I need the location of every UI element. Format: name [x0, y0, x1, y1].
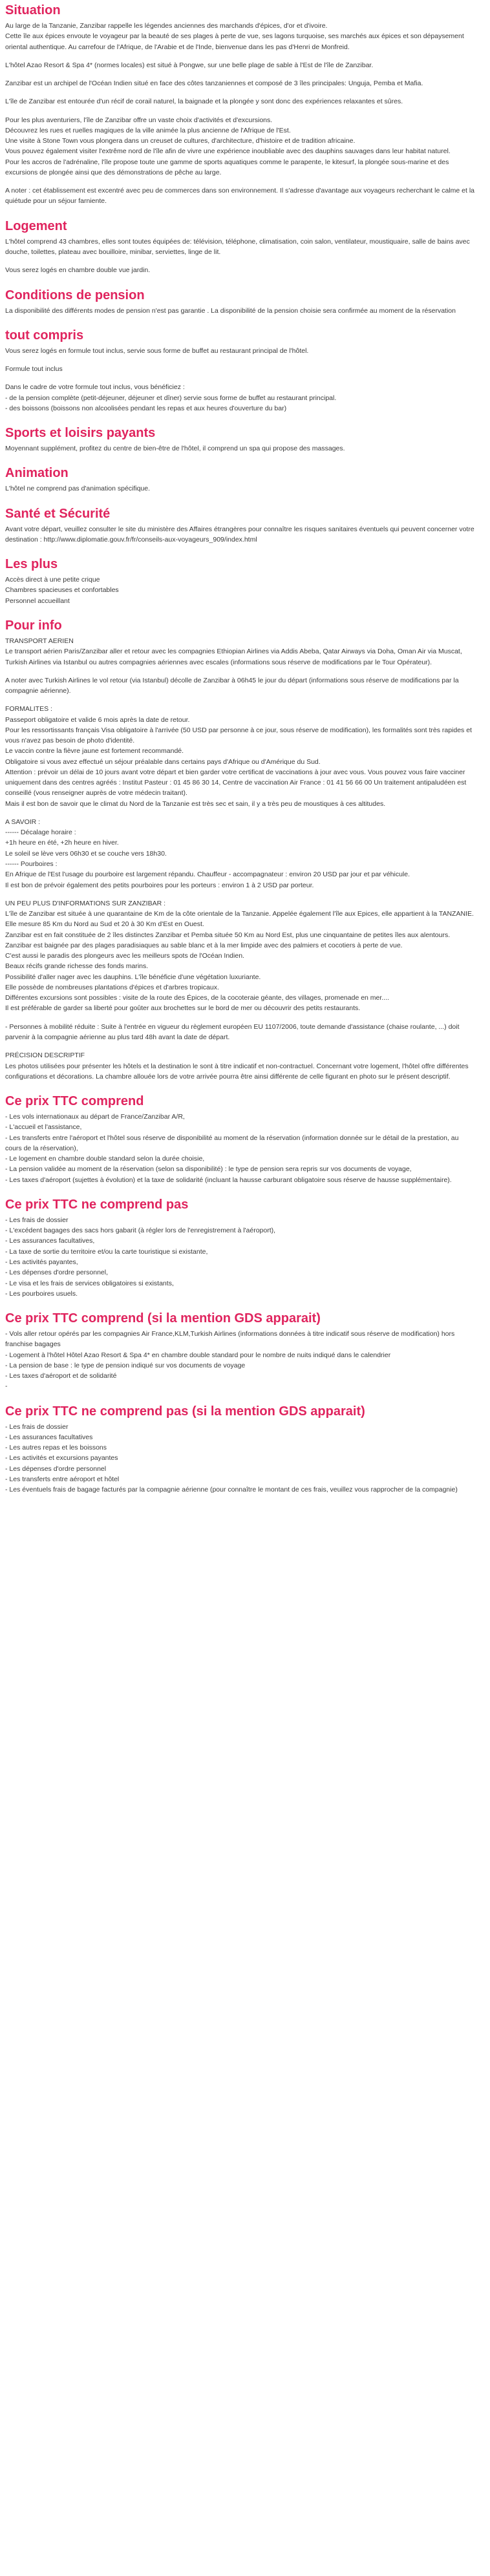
paragraph-spacer — [5, 52, 474, 60]
body-text-line: - L'excédent bagages des sacs hors gabarit (à régler lors de l'enregistrement à l'aéroport), — [5, 1227, 276, 1235]
body-text-line: - de la pension complète (petit-déjeuner, déjeuner et dîner) servie sous forme de buffet au restaurant principal. — [5, 394, 337, 402]
body-text-line: Dans le cadre de votre formule tout inclus, vous bénéficiez : — [5, 383, 185, 392]
body-text-line: Il est préférable de garder sa liberté pour goûter aux brochettes sur le bord de mer ou découvrir des petits restaurants. — [5, 1004, 361, 1013]
body-text-line: - Les taxes d'aéroport (sujettes à évolution) et la taxe de solidarité (incluant la hausse carburant obligatoire sous réserve de hausse supplémentaire). — [5, 1176, 452, 1184]
section-title: Logement — [5, 218, 67, 233]
section-title: Pour info — [5, 618, 62, 633]
body-text-line: - Les assurances facultatives — [5, 1433, 93, 1441]
body-text-line: - La pension validée au moment de la réservation (selon sa disponibilité) : le type de pension sera repris sur vos documents de voyage, — [5, 1165, 412, 1174]
section-title: Situation — [5, 3, 61, 17]
body-text-line: Formule tout inclus — [5, 365, 63, 374]
section-title: Ce prix TTC comprend (si la mention GDS apparait) — [5, 1311, 321, 1326]
body-text-line: - Les dépenses d'ordre personnel, — [5, 1269, 109, 1277]
section-title: Santé et Sécurité — [5, 506, 111, 521]
body-text-line: Mais il est bon de savoir que le climat du Nord de la Tanzanie est très sec et sain, il y a très peu de moustiques à ces altitudes. — [5, 799, 386, 808]
paragraph-spacer — [5, 809, 474, 817]
section-title: Sports et loisirs payants — [5, 426, 156, 441]
body-text-line: L'hôtel ne comprend pas d'animation spécifique. — [5, 485, 151, 493]
body-text-line: +1h heure en été, +2h heure en hiver. — [5, 839, 119, 847]
body-text-line: Le soleil se lève vers 06h30 et se couche vers 18h30. — [5, 849, 167, 858]
body-text-line: - Le visa et les frais de services obligatoires si existants, — [5, 1279, 174, 1287]
section — [5, 3, 474, 207]
body-text-line: Accès direct à une petite crique — [5, 576, 100, 584]
paragraph-spacer — [5, 374, 474, 382]
body-text-line: Attention : prévoir un délai de 10 jours avant votre départ et bien garder votre certificat de vaccinations à jour avec vous. Vous pouvez vous faire vacciner uniquement dans des centres agréés : Institut Pasteur : 01 45 86 30 14, Centre de vaccination Air France : 01 41 56 66 00 Un traitement antipaludéen est conseillé (vous renseigner auprès de votre médecin traitant). — [5, 768, 467, 797]
section — [5, 425, 474, 454]
body-text-line: - Les éventuels frais de bagage facturés par la compagnie aérienne (pour connaître le montant de ces frais, veuillez vous rapprocher de la compagnie) — [5, 1486, 458, 1494]
section-title: Animation — [5, 466, 69, 481]
body-text-line: - Les vols internationaux au départ de France/Zanzibar A/R, — [5, 1113, 185, 1121]
body-text-line: Moyennant supplément, profitez du centre de bien-être de l'hôtel, il comprend un spa qui propose des massages. — [5, 445, 345, 453]
body-text-line: A noter avec Turkish Airlines le vol retour (via Istanbul) décolle de Zanzibar à 06h45 le jour du départ (informations sous réserve de modifications par la compagnie aérienne). — [5, 676, 459, 695]
body-text-line: Vous serez logés en formule tout inclus, servie sous forme de buffet au restaurant principal de l'hôtel. — [5, 346, 309, 355]
body-text-line: Personnel accueillant — [5, 596, 70, 605]
body-text-line: C'est aussi le paradis des plongeurs avec les meilleurs spots de l'Océan Indien. — [5, 952, 244, 960]
section-title: tout compris — [5, 328, 84, 343]
body-text-line: Vous pouvez également visiter l'extrême nord de l'île afin de vivre une expérience inoubliable avec des dauphins sauvages dans leur habitat naturel. — [5, 147, 451, 156]
body-text-line: - Les frais de dossier — [5, 1422, 69, 1431]
body-text-line: Zanzibar est un archipel de l'Océan Indien situé en face des côtes tanzaniennes et composé de 3 îles principales: Unguja, Pemba et Mafia. — [5, 79, 423, 88]
body-text-line: Elle mesure 85 Km du Nord au Sud et 20 à 30 Km d'Est en Ouest. — [5, 920, 204, 929]
body-text-line: Pour les plus aventuriers, l'île de Zanzibar offre un vaste choix d'activités et d'excursions. — [5, 116, 273, 124]
paragraph-spacer — [5, 1042, 474, 1050]
body-text-line: La disponibilité des différents modes de pension n'est pas garantie . La disponibilité de la pension choisie sera confirmée au moment de la réservation — [5, 306, 456, 315]
body-text-line: A noter : cet établissement est excentré avec peu de commerces dans son environnement. Il s'adresse d'avantage aux voyageurs recherchant le calme et la quiétude pour un séjour farniente. — [5, 187, 474, 206]
body-text-line: Une visite à Stone Town vous plongera dans un creuset de cultures, d'architecture, d'histoire et de tradition africaine. — [5, 137, 356, 145]
section — [5, 1093, 474, 1185]
paragraph-spacer — [5, 257, 474, 265]
body-text-line: - La taxe de sortie du territoire et/ou la carte touristique si existante, — [5, 1247, 208, 1256]
body-text-line: Il est bon de prévoir également des petits pourboires pour les porteurs : environ 1 à 2 USD par porteur. — [5, 881, 314, 889]
body-text-line: Possibilité d'aller nager avec les dauphins. L'île bénéficie d'une végétation luxuriante. — [5, 973, 261, 981]
section — [5, 328, 474, 414]
body-text-line: - Personnes à mobilité réduite : Suite à l'entrée en vigueur du règlement européen EU 1107/2006, toute demande d'assistance (chaise roulante, ...) doit parvenir à la compagnie aérienne au plus tard 48h avant la date de départ. — [5, 1022, 460, 1041]
body-text-line: A SAVOIR : — [5, 818, 41, 826]
section — [5, 618, 474, 1082]
body-text-line: TRANSPORT AERIEN — [5, 637, 74, 645]
paragraph-spacer — [5, 1014, 474, 1022]
section — [5, 218, 474, 276]
section-title: Ce prix TTC comprend — [5, 1094, 144, 1109]
body-text-line: Zanzibar est en fait constituée de 2 îles distinctes Zanzibar et Pemba située 50 Km au Nord Est, plus une cinquantaine de petites îles aux alentours. — [5, 931, 451, 939]
body-text-line: - L'accueil et l'assistance, — [5, 1123, 82, 1132]
body-text-line: - Le logement en chambre double standard selon la durée choisie, — [5, 1155, 205, 1163]
body-text-line: Vous serez logés en chambre double vue jardin. — [5, 266, 151, 275]
body-text-line: - — [5, 1382, 8, 1391]
section — [5, 1404, 474, 1495]
paragraph-spacer — [5, 89, 474, 96]
section-title: Les plus — [5, 557, 58, 572]
body-text-line: - Les dépenses d'ordre personnel — [5, 1464, 107, 1473]
body-text-line: - Les frais de dossier — [5, 1216, 69, 1224]
body-text-line: Cette île aux épices envoute le voyageur par la beauté de ses plages à perte de vue, ses lagons turquoise, ses marchés aux épices et son dépaysement oriental authentique. Au carrefour de l'Afrique, de l'Arabie et de l'Inde, bienvenue dans les pas d'Henri de Monfreid. — [5, 32, 464, 51]
body-text-line: - Les transferts entre l'aéroport et l'hôtel sous réserve de disponibilité au moment de la réservation (information donnée sur le détail de la prestation, au cours de la réservation), — [5, 1134, 459, 1152]
body-text-line: Découvrez les rues et ruelles magiques de la ville animée la plus ancienne de l'Afrique de l'Est. — [5, 126, 291, 134]
body-text-line: - Les assurances facultatives, — [5, 1237, 95, 1245]
section — [5, 465, 474, 494]
body-text-line: - Les autres repas et les boissons — [5, 1444, 107, 1452]
body-text-line: - des boissons (boissons non alcoolisées pendant les repas et aux heures d'ouverture du bar) — [5, 404, 287, 412]
paragraph-spacer — [5, 696, 474, 704]
body-text-line: Pour les ressortissants français Visa obligatoire à l'arrivée (50 USD par personne à ce jour, sous réserve de modification), les formalités sont très rapides et vous n'avez pas besoin de photo d'identité. — [5, 726, 472, 745]
body-text-line: Au large de la Tanzanie, Zanzibar rappelle les légendes anciennes des marchands d'épices, d'or et d'ivoire. — [5, 22, 328, 30]
body-text-line: ------ Décalage horaire : — [5, 829, 76, 837]
body-text-line: L'hôtel comprend 43 chambres, elles sont toutes équipées de: télévision, téléphone, climatisation, coin salon, ventilateur, moustiquaire, salle de bains avec douche, toilettes, plateau avec bouilloire, minibar, serviettes, linge de lit. — [5, 237, 470, 256]
section-title: Ce prix TTC ne comprend pas (si la mention GDS apparait) — [5, 1404, 365, 1419]
section — [5, 288, 474, 316]
body-text-line: Les photos utilisées pour présenter les hôtels et la destination le sont à titre indicatif et non-contractuel. Concernant votre logement, l'hôtel offre différentes configurations et décorations. La chambre allouée lors de votre arrivée pourra être ainsi différente de celle figurant en photo sur le présent descriptif. — [5, 1062, 469, 1081]
body-text-line: - La pension de base : le type de pension indiqué sur vos documents de voyage — [5, 1361, 246, 1369]
body-text-line: Le transport aérien Paris/Zanzibar aller et retour avec les compagnies Ethiopian Airlines via Addis Abeba, Qatar Airways via Doha, Oman Air via Muscat, Turkish Airlines via Istanbul ou autres compagnies aériennes avec escales (informations sous réserve de modifications par le Tour Opérateur). — [5, 648, 462, 666]
body-text-line: - Les transferts entre aéroport et hôtel — [5, 1475, 120, 1483]
body-text-line: - Les activités payantes, — [5, 1258, 78, 1266]
body-text-line: - Les taxes d'aéroport et de solidarité — [5, 1372, 117, 1380]
section — [5, 1311, 474, 1392]
body-text-line: Différentes excursions sont possibles : visite de la route des Épices, de la cocoteraie géante, des villages, promenade en mer.... — [5, 994, 389, 1002]
paragraph-spacer — [5, 891, 474, 898]
section — [5, 1197, 474, 1299]
body-text-line: PRÉCISION DESCRIPTIF — [5, 1051, 85, 1060]
body-text-line: Chambres spacieuses et confortables — [5, 586, 119, 595]
body-text-line: FORMALITES : — [5, 705, 52, 713]
body-text-line: ------ Pourboires : — [5, 860, 58, 869]
body-text-line: Avant votre départ, veuillez consulter le site du ministère des Affaires étrangères pour connaître les risques sanitaires éventuels qui peuvent concerner votre destination : http://www.diplomatie.gouv.fr/fr/conseils-aux-voyageurs_909/index.html — [5, 525, 474, 544]
body-text-line: - Les pourboires usuels. — [5, 1289, 78, 1298]
body-text-line: UN PEU PLUS D'INFORMATIONS SUR ZANZIBAR : — [5, 899, 166, 907]
body-text-line: L'île de Zanzibar est située à une quarantaine de Km de la côte orientale de la Tanzanie. Appelée également l'île aux Epices, elle appartient à la TANZANIE. — [5, 910, 474, 918]
paragraph-spacer — [5, 356, 474, 364]
body-text-line: - Les activités et excursions payantes — [5, 1454, 118, 1462]
paragraph-spacer — [5, 107, 474, 115]
section-title: Conditions de pension — [5, 288, 145, 302]
body-text-line: Elle possède de nombreuses plantations d'épices et d'arbres tropicaux. — [5, 983, 219, 991]
body-text-line: Pour les accros de l'adrénaline, l'île propose toute une gamme de sports aquatiques comme le parapente, le kitesurf, la plongée sous-marine et des excursions de plongée ainsi que des démonstrations de pêche au large. — [5, 158, 449, 176]
body-text-line: - Vols aller retour opérés par les compagnies Air France,KLM,Turkish Airlines (informations données à titre indicatif sous réserve de modification) hors franchise bagages — [5, 1330, 455, 1349]
section — [5, 506, 474, 545]
body-text-line: L'hôtel Azao Resort & Spa 4* (normes locales) est situé à Pongwe, sur une belle plage de sable à l'Est de l'île de Zanzibar. — [5, 61, 374, 69]
body-text-line: - Logement à l'hôtel Hôtel Azao Resort & Spa 4* en chambre double standard pour le nombre de nuits indiqué dans le calendrier — [5, 1351, 391, 1359]
body-text-line: Obligatoire si vous avez effectué un séjour préalable dans certains pays d'Afrique ou d'Amérique du Sud. — [5, 757, 321, 766]
body-text-line: Zanzibar est baignée par des plages paradisiaques au sable blanc et à la mer limpide avec des palmiers et cocotiers à perte de vue. — [5, 941, 403, 949]
paragraph-spacer — [5, 70, 474, 78]
body-text-line: En Afrique de l'Est l'usage du pourboire est largement répandu. Chauffeur - accompagnateur : environ 20 USD par jour et par véhicule. — [5, 871, 410, 879]
body-text-line: Le vaccin contre la fièvre jaune est fortement recommandé. — [5, 747, 184, 755]
paragraph-spacer — [5, 668, 474, 675]
body-text-line: Beaux récifs grande richesse des fonds marins. — [5, 962, 149, 971]
body-text-line: Passeport obligatoire et valide 6 mois après la date de retour. — [5, 715, 190, 724]
section-title: Ce prix TTC ne comprend pas — [5, 1197, 189, 1212]
section — [5, 556, 474, 606]
paragraph-spacer — [5, 178, 474, 185]
body-text-line: L'île de Zanzibar est entourée d'un récif de corail naturel, la baignade et la plongée y sont donc des expériences relaxantes et sûres. — [5, 98, 403, 106]
